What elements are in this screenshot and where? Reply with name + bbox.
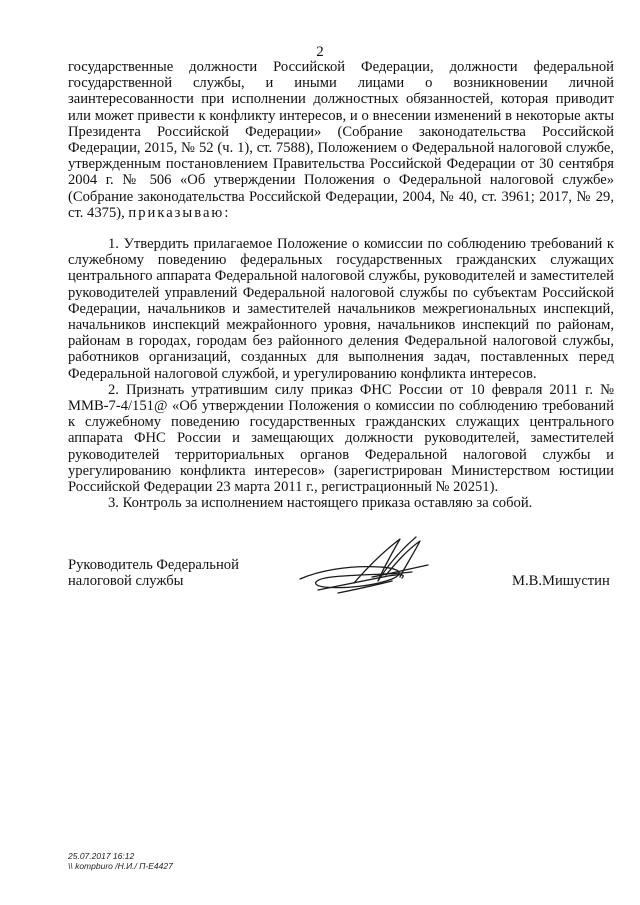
item-1-paragraph: 1. Утвердить прилагаемое Положение о комиссии по соблюдению требований к служебному поведению федеральных государственных гражданских служащих центрального аппарата Федеральной налоговой службы, руководителей и заместителей руководителей управлений Федеральной налоговой службы по субъектам Российской Федерации, начальников и заместителей начальников межрегиональных инспекций, начальников инспекций межрайонного уровня, начальников инспекций по районам, районам в городах, городам без районного деления Федеральной налоговой службы, работников организаций, созданных для выполнения задач, поставленных перед Федеральной налоговой службой, и урегулированию конфликта интересов. <box>68 236 614 382</box>
footer-file-reference: \\ kompburo /Н.И./ П-Е4427 <box>68 861 173 871</box>
document-footer <box>68 851 173 871</box>
signatory-name: М.В.Мишустин <box>512 573 610 589</box>
document-body <box>68 59 614 511</box>
item-3-paragraph: 3. Контроль за исполнением настоящего приказа оставляю за собой. <box>108 495 533 512</box>
footer-timestamp: 25.07.2017 16:12 <box>68 851 135 861</box>
page-number: 2 <box>316 44 324 60</box>
intro-paragraph <box>68 59 614 221</box>
order-word: приказываю: <box>128 204 231 221</box>
signatory-position-line-1: Руководитель Федеральной <box>68 557 239 573</box>
signatory-position <box>68 557 268 589</box>
item-2-paragraph: 2. Признать утратившим силу приказ ФНС России от 10 февраля 2011 г. № ММВ-7-4/151@ «Об утверждении Положения о комиссии по соблюдению требований к служебному поведению государственных гражданских служащих центрального аппарата ФНС России и замещающих должности руководителей, заместителей руководителей территориальных органов Федеральной налоговой службы и урегулированию конфликта интересов» (зарегистрирован Министерством юстиции Российской Федерации 23 марта 2011 г., регистрационный № 20251). <box>68 381 614 496</box>
signatory-position-line-2: налоговой службы <box>68 573 184 590</box>
signature-block <box>68 557 614 617</box>
handwritten-signature <box>288 535 448 605</box>
intro-text: государственные должности Российской Федерации, должности федеральной государственной службы, и иными лицами о возникновении личной заинтересованности при исполнении должностных обязанностей, которая приводит или может привести к конфликту интересов, и о внесении изменений в некоторые акты Президента Российской Федерации» (Собрание законодательства Российской Федерации, 2015, № 52 (ч. 1), ст. 7588), Положением о Федеральной налоговой службе, утвержденным постановлением Правительства Российской Федерации от 30 сентября 2004 г. № 506 «Об утверждении Положения о Федеральной налоговой службе» (Собрание законодательства Российской Федерации, 2004, № 40, ст. 3961; 2017, № 29, ст. 4375), <box>68 59 614 221</box>
